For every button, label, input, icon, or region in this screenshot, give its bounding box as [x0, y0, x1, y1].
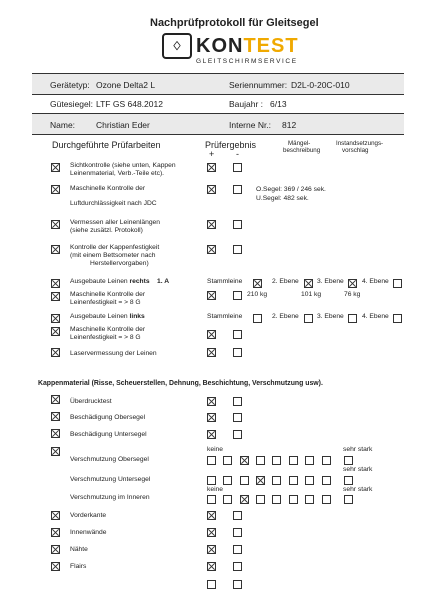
festigkeit-rechts-line-1: Maschinelle Kontrolle der: [70, 291, 146, 298]
laser-label: Laservermessung der Leinen: [70, 350, 157, 357]
besch-unter-minus-checkbox[interactable]: [233, 430, 242, 439]
next-row-plus-checkbox[interactable]: [207, 580, 216, 589]
guetesiegel-label: Gütesiegel:: [50, 99, 93, 109]
kappenfestigkeit-line-2: (mit einem Bettsometer nach: [70, 252, 156, 259]
rechts-stammleine-checkbox[interactable]: [253, 279, 262, 288]
rechts-ebene3-checkbox[interactable]: [348, 279, 357, 288]
laser-minus-checkbox[interactable]: [233, 348, 242, 357]
vi-sehr-stark-label: sehr stark: [343, 486, 373, 493]
vermessen-checkbox[interactable]: [51, 220, 60, 229]
vo-level-9-checkbox[interactable]: [344, 456, 353, 465]
sichtkontrolle-minus-checkbox[interactable]: [233, 163, 242, 172]
vo-level-5-checkbox[interactable]: [272, 456, 281, 465]
col-pruefarbeiten: Durchgeführte Prüfarbeiten: [52, 140, 161, 150]
vi-level-7-checkbox[interactable]: [305, 495, 314, 504]
vu-level-9-checkbox[interactable]: [344, 476, 353, 485]
name-label: Name:: [50, 120, 76, 130]
vermessen-line-1: Vermessen aller Leinenlängen: [70, 219, 160, 226]
kg-value-3: 76 kg: [344, 291, 361, 298]
kappenfestigkeit-line-1: Kontrolle der Kappenfestigkeit: [70, 244, 160, 251]
vo-level-4-checkbox[interactable]: [256, 456, 265, 465]
flairs-plus-checkbox[interactable]: [207, 562, 216, 571]
rechts-ebene2-checkbox[interactable]: [304, 279, 313, 288]
ueberdruck-plus-checkbox[interactable]: [207, 397, 216, 406]
serien-label: Seriennummer:: [229, 80, 288, 90]
laser-checkbox[interactable]: [51, 348, 60, 357]
col-pruefergebnis: Prüfergebnis: [205, 140, 257, 150]
vermessen-plus-checkbox[interactable]: [207, 220, 216, 229]
vo-level-8-checkbox[interactable]: [322, 456, 331, 465]
innenwaende-minus-checkbox[interactable]: [233, 528, 242, 537]
luftdurchlaessigkeit-minus-checkbox[interactable]: [233, 185, 242, 194]
guetesiegel-value: LTF GS 648.2012: [96, 99, 163, 109]
innenwaende-label: Innenwände: [70, 529, 107, 536]
interne-label: Interne Nr.:: [229, 120, 272, 130]
geraetetyp-value: Ozone Delta2 L: [96, 80, 156, 90]
innenwaende-plus-checkbox[interactable]: [207, 528, 216, 537]
links-stammleine-label: Stammleine: [207, 313, 243, 320]
serien-value: D2L-0-20C-010: [291, 80, 350, 90]
col-plus: +: [209, 149, 215, 159]
luftdurchlaessigkeit-line-1: Maschinelle Kontrolle der: [70, 185, 146, 192]
luftdurchlaessigkeit-line-2: Luftdurchlässigkeit nach JDC: [70, 200, 157, 207]
untersegel-value: U.Segel: 482 sek.: [256, 195, 309, 202]
geraetetyp-label: Gerätetyp:: [50, 80, 90, 90]
col-instand-1: Instandsetzungs-: [336, 140, 384, 147]
festigkeit-links-checkbox[interactable]: [51, 327, 60, 336]
verschmutzung-checkbox[interactable]: [51, 447, 60, 456]
paraglider-logo-icon: ♢: [162, 33, 192, 59]
vorderkante-label: Vorderkante: [70, 512, 107, 519]
kontest-logo: [162, 33, 299, 65]
vu-level-7-checkbox[interactable]: [305, 476, 314, 485]
logo-subtitle: GLEITSCHIRMSERVICE: [196, 58, 298, 65]
next-row-minus-checkbox[interactable]: [233, 580, 242, 589]
kappenmaterial-title: Kappenmaterial (Risse, Scheuerstellen, Dehnung, Beschichtung, Verschmutzung usw).: [38, 380, 323, 387]
vi-label: Verschmutzung im Inneren: [70, 494, 150, 501]
vu-level-1-checkbox[interactable]: [207, 476, 216, 485]
vermessen-minus-checkbox[interactable]: [233, 220, 242, 229]
vo-keine-label: keine: [207, 446, 223, 453]
interne-value: 812: [282, 120, 297, 130]
rechts-ebene3-label: 3. Ebene: [317, 278, 344, 285]
vi-keine-label: keine: [207, 486, 223, 493]
leinen-links-label: Ausgebaute Leinen: [70, 313, 128, 320]
leinen-rechts-level: 1. A: [157, 278, 170, 285]
flairs-checkbox[interactable]: [51, 562, 60, 571]
vo-sehr-stark-label: sehr stark: [343, 446, 373, 453]
rechts-ebene4-checkbox[interactable]: [393, 279, 402, 288]
vo-level-6-checkbox[interactable]: [289, 456, 298, 465]
vi-level-5-checkbox[interactable]: [272, 495, 281, 504]
festigkeit-rechts-checkbox[interactable]: [51, 292, 60, 301]
innenwaende-checkbox[interactable]: [51, 528, 60, 537]
links-ebene4-label: 4. Ebene: [362, 313, 389, 320]
festigkeit-rechts-plus-checkbox[interactable]: [207, 291, 216, 300]
vu-level-6-checkbox[interactable]: [289, 476, 298, 485]
festigkeit-rechts-minus-checkbox[interactable]: [233, 291, 242, 300]
ueberdruck-label: Überdrucktest: [70, 398, 112, 405]
col-maengel-2: beschreibung: [283, 147, 321, 154]
vu-label: Verschmutzung Untersegel: [70, 476, 151, 483]
vu-level-3-checkbox[interactable]: [240, 476, 249, 485]
vu-level-2-checkbox[interactable]: [223, 476, 232, 485]
vorderkante-minus-checkbox[interactable]: [233, 511, 242, 520]
kg-value-1: 210 kg: [247, 291, 268, 298]
festigkeit-links-line-2: Leinenfestigkeit = > 8 G: [70, 334, 141, 341]
kg-value-2: 101 kg: [301, 291, 322, 298]
naehte-label: Nähte: [70, 546, 88, 553]
kappenfestigkeit-plus-checkbox[interactable]: [207, 245, 216, 254]
links-ebene2-checkbox[interactable]: [304, 314, 313, 323]
leinen-links-side: links: [129, 313, 145, 320]
leinen-links-checkbox[interactable]: [51, 314, 60, 323]
kappenfestigkeit-checkbox[interactable]: [51, 245, 60, 254]
vi-level-9-checkbox[interactable]: [344, 495, 353, 504]
naehte-checkbox[interactable]: [51, 545, 60, 554]
besch-unter-label: Beschädigung Untersegel: [70, 431, 147, 438]
besch-ober-label: Beschädigung Obersegel: [70, 414, 146, 421]
besch-ober-plus-checkbox[interactable]: [207, 413, 216, 422]
festigkeit-links-plus-checkbox[interactable]: [207, 330, 216, 339]
festigkeit-links-minus-checkbox[interactable]: [233, 330, 242, 339]
vi-level-6-checkbox[interactable]: [289, 495, 298, 504]
vi-level-3-checkbox[interactable]: [240, 495, 249, 504]
document-title: Nachprüfprotokoll für Gleitsegel: [150, 17, 319, 29]
flairs-label: Flairs: [70, 563, 87, 570]
naehte-minus-checkbox[interactable]: [233, 545, 242, 554]
name-value: Christian Eder: [96, 120, 150, 130]
vo-level-7-checkbox[interactable]: [305, 456, 314, 465]
luftdurchlaessigkeit-plus-checkbox[interactable]: [207, 185, 216, 194]
col-instand-2: vorschlag: [342, 147, 369, 154]
sichtkontrolle-line-1: Sichtkontrolle (siehe unten, Kappen: [70, 162, 176, 169]
leinen-rechts-checkbox[interactable]: [51, 279, 60, 288]
baujahr-label: Baujahr :: [229, 99, 264, 109]
vo-level-2-checkbox[interactable]: [223, 456, 232, 465]
logo-primary: KON: [196, 35, 244, 57]
rechts-stammleine-label: Stammleine: [207, 278, 243, 285]
links-ebene3-checkbox[interactable]: [348, 314, 357, 323]
vo-label: Verschmutzung Obersegel: [70, 456, 149, 463]
col-minus: -: [236, 149, 239, 159]
col-maengel-1: Mängel-: [288, 140, 311, 147]
sichtkontrolle-checkbox[interactable]: [51, 163, 60, 172]
luftdurchlaessigkeit-checkbox[interactable]: [51, 185, 60, 194]
vi-level-2-checkbox[interactable]: [223, 495, 232, 504]
vermessen-line-2: (siehe zusätzl. Protokoll): [70, 227, 143, 234]
vi-level-8-checkbox[interactable]: [322, 495, 331, 504]
vu-level-5-checkbox[interactable]: [272, 476, 281, 485]
laser-plus-checkbox[interactable]: [207, 348, 216, 357]
baujahr-value: 6/13: [270, 99, 287, 109]
vo-level-3-checkbox[interactable]: [240, 456, 249, 465]
kappenfestigkeit-line-3: Herstellervorgaben): [90, 260, 149, 267]
besch-ober-minus-checkbox[interactable]: [233, 413, 242, 422]
ueberdruck-minus-checkbox[interactable]: [233, 397, 242, 406]
links-ebene4-checkbox[interactable]: [393, 314, 402, 323]
besch-ober-checkbox[interactable]: [51, 412, 60, 421]
logo-accent: TEST: [243, 35, 299, 57]
vorderkante-plus-checkbox[interactable]: [207, 511, 216, 520]
links-ebene3-label: 3. Ebene: [317, 313, 344, 320]
ueberdruck-checkbox[interactable]: [51, 395, 60, 404]
besch-unter-plus-checkbox[interactable]: [207, 430, 216, 439]
besch-unter-checkbox[interactable]: [51, 429, 60, 438]
links-ebene2-label: 2. Ebene: [272, 313, 299, 320]
festigkeit-links-line-1: Maschinelle Kontrolle der: [70, 326, 146, 333]
vi-level-1-checkbox[interactable]: [207, 495, 216, 504]
rechts-ebene2-label: 2. Ebene: [272, 278, 299, 285]
naehte-plus-checkbox[interactable]: [207, 545, 216, 554]
vi-level-4-checkbox[interactable]: [256, 495, 265, 504]
leinen-rechts-label: Ausgebaute Leinen: [70, 278, 128, 285]
festigkeit-rechts-line-2: Leinenfestigkeit = > 8 G: [70, 299, 141, 306]
obersegel-value: O.Segel: 369 / 246 sek.: [256, 186, 326, 193]
rechts-ebene4-label: 4. Ebene: [362, 278, 389, 285]
sichtkontrolle-plus-checkbox[interactable]: [207, 163, 216, 172]
links-stammleine-checkbox[interactable]: [253, 314, 262, 323]
kappenfestigkeit-minus-checkbox[interactable]: [233, 245, 242, 254]
sichtkontrolle-line-2: Leinenmaterial, Verb.-Teile etc).: [70, 170, 165, 177]
leinen-rechts-side: rechts: [129, 278, 150, 285]
vu-level-8-checkbox[interactable]: [322, 476, 331, 485]
vo-level-1-checkbox[interactable]: [207, 456, 216, 465]
vorderkante-checkbox[interactable]: [51, 511, 60, 520]
vu-level-4-checkbox[interactable]: [256, 476, 265, 485]
flairs-minus-checkbox[interactable]: [233, 562, 242, 571]
vu-sehr-stark-label: sehr stark: [343, 466, 373, 473]
